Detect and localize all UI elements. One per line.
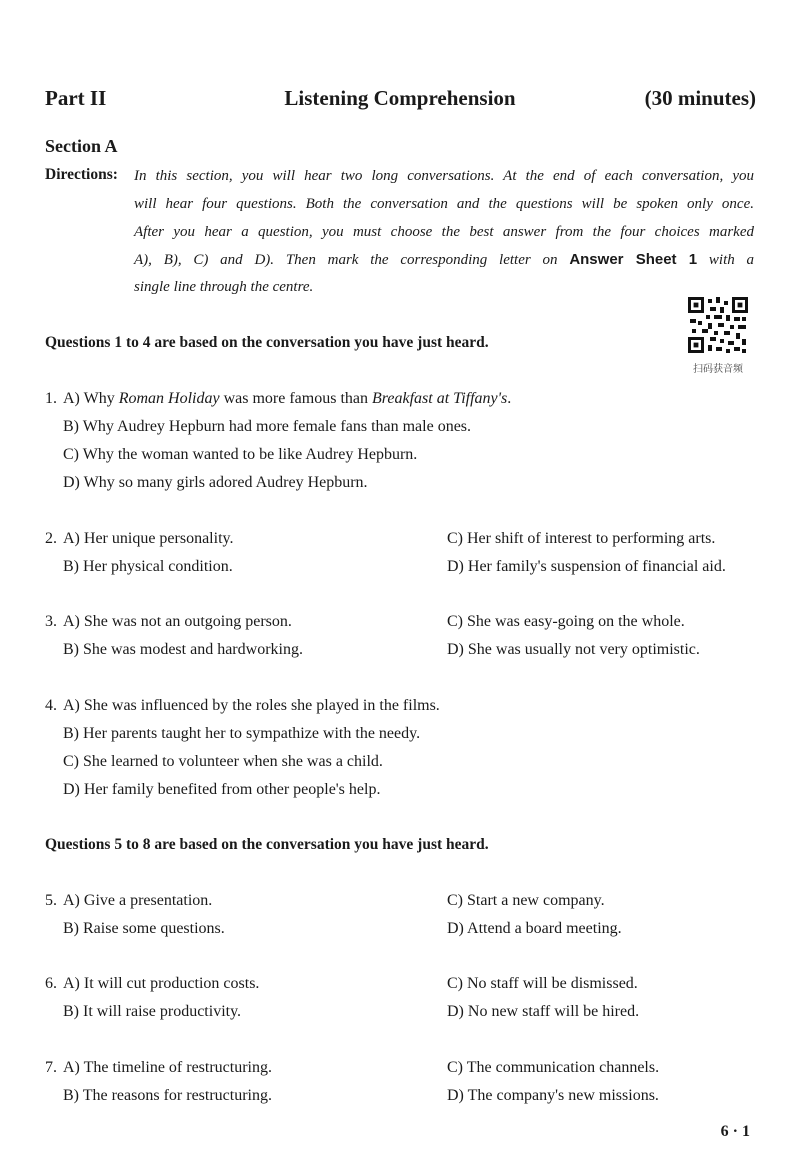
option-text: Start a new company. <box>467 892 605 909</box>
time-limit: (30 minutes) <box>644 86 756 110</box>
option-letter: B) <box>63 558 79 575</box>
option-letter: C) <box>447 530 463 547</box>
option-letter: C) <box>447 892 463 909</box>
option-2a[interactable] <box>63 530 233 548</box>
option-5c[interactable] <box>447 892 605 910</box>
group-heading: Questions 1 to 4 are based on the conversation you have just heard. <box>45 334 489 351</box>
option-letter: B) <box>63 920 79 937</box>
option-letter: B) <box>63 1003 79 1020</box>
option-letter: A) <box>63 390 80 407</box>
option-text: She was influenced by the roles she played in the films. <box>83 697 440 714</box>
option-3d[interactable] <box>447 641 700 659</box>
option-6b[interactable] <box>63 1003 241 1021</box>
option-text: Her physical condition. <box>83 558 233 575</box>
option-text: The communication channels. <box>466 1059 660 1076</box>
option-text: The reasons for restructuring. <box>82 1087 272 1104</box>
option-3a[interactable] <box>63 613 292 631</box>
option-text: The timeline of restructuring. <box>83 1059 272 1076</box>
option-6c[interactable] <box>447 975 638 993</box>
option-letter: C) <box>447 975 463 992</box>
question-number: 6. <box>45 975 57 992</box>
option-text: Her parents taught her to sympathize with the needy. <box>83 725 421 742</box>
option-letter: A) <box>63 975 80 992</box>
option-text: Why Audrey Hepburn had more female fans than male ones. <box>82 418 472 435</box>
page-number: 6 · 1 <box>720 1123 750 1140</box>
option-text: Her family benefited from other people's help. <box>83 781 381 798</box>
question-number: 7. <box>45 1059 57 1076</box>
option-6a[interactable] <box>63 975 259 993</box>
directions-label: Directions: <box>45 166 118 183</box>
option-4c[interactable] <box>63 753 383 771</box>
option-3c[interactable] <box>447 613 685 631</box>
film-title: Breakfast at Tiffany's <box>372 390 508 407</box>
option-text: The company's new missions. <box>467 1087 659 1104</box>
option-1b[interactable] <box>63 418 471 436</box>
option-5d[interactable] <box>447 920 622 938</box>
option-letter: D) <box>63 781 80 798</box>
option-letter: C) <box>63 446 79 463</box>
option-text: Why so many girls adored Audrey Hepburn. <box>83 474 368 491</box>
option-7d[interactable] <box>447 1087 659 1105</box>
option-text: It will cut production costs. <box>83 975 260 992</box>
option-text: She was modest and hardworking. <box>83 641 303 658</box>
question-number: 1. <box>45 390 57 407</box>
option-letter: C) <box>63 753 79 770</box>
option-text: Her family's suspension of financial aid. <box>467 558 726 575</box>
option-text-part: was more famous than <box>223 390 368 407</box>
directions-line-1: In this section, you will hear two long conversations. At the end of each conversation, you <box>134 168 754 184</box>
answer-sheet-label: Answer Sheet 1 <box>569 251 698 268</box>
part-label: Part II <box>45 86 107 110</box>
option-text: Raise some questions. <box>83 920 225 937</box>
group-heading: Questions 5 to 8 are based on the conversation you have just heard. <box>45 836 489 853</box>
option-text-part: . <box>507 390 512 407</box>
option-5a[interactable] <box>63 892 212 910</box>
option-7c[interactable] <box>447 1059 659 1077</box>
option-text: No staff will be dismissed. <box>467 975 638 992</box>
option-2d[interactable] <box>447 558 726 576</box>
option-letter: C) <box>447 1059 463 1076</box>
option-letter: D) <box>447 1087 464 1104</box>
option-text: Her unique personality. <box>83 530 234 547</box>
option-letter: D) <box>447 641 464 658</box>
option-1c[interactable] <box>63 446 417 464</box>
option-letter: C) <box>447 613 463 630</box>
option-4d[interactable] <box>63 781 380 799</box>
option-letter: A) <box>63 613 80 630</box>
option-text: Her shift of interest to performing arts. <box>467 530 716 547</box>
option-letter: D) <box>447 558 464 575</box>
directions-line-5: single line through the centre. <box>134 279 314 295</box>
option-text: She was not an outgoing person. <box>83 613 292 630</box>
option-letter: D) <box>447 920 464 937</box>
option-letter: A) <box>63 1059 80 1076</box>
question-number: 4. <box>45 697 57 714</box>
option-4a[interactable] <box>63 697 440 715</box>
film-title: Roman Holiday <box>118 390 220 407</box>
option-letter: A) <box>63 697 80 714</box>
option-text: She learned to volunteer when she was a child. <box>83 753 383 770</box>
question-number: 5. <box>45 892 57 909</box>
option-4b[interactable] <box>63 725 420 743</box>
option-2b[interactable] <box>63 558 233 576</box>
option-2c[interactable] <box>447 530 715 548</box>
option-letter: D) <box>63 474 80 491</box>
question-number: 2. <box>45 530 57 547</box>
option-letter: D) <box>447 1003 464 1020</box>
option-letter: A) <box>63 530 80 547</box>
option-6d[interactable] <box>447 1003 639 1021</box>
qr-code-icon[interactable] <box>688 297 748 353</box>
option-text-part: Why <box>83 390 115 407</box>
option-text: No new staff will be hired. <box>467 1003 640 1020</box>
option-letter: B) <box>63 725 79 742</box>
directions-line-4 <box>134 251 754 269</box>
question-number: 3. <box>45 613 57 630</box>
directions-line-4-start: A), B), C) and D). Then mark the corresponding letter on <box>134 252 558 268</box>
page-title: Listening Comprehension <box>284 86 516 110</box>
directions-line-2: will hear four questions. Both the conversation and the questions will be spoken only once. <box>134 196 754 212</box>
option-letter: B) <box>63 418 79 435</box>
option-text: It will raise productivity. <box>83 1003 242 1020</box>
option-1d[interactable] <box>63 474 368 492</box>
option-1a[interactable] <box>63 390 511 408</box>
option-letter: A) <box>63 892 80 909</box>
option-5b[interactable] <box>63 920 225 938</box>
option-text: Give a presentation. <box>83 892 213 909</box>
directions-line-4-end: with a <box>708 252 755 268</box>
option-letter: B) <box>63 641 79 658</box>
option-7a[interactable] <box>63 1059 272 1077</box>
option-text: She was easy-going on the whole. <box>467 613 685 630</box>
option-text: She was usually not very optimistic. <box>467 641 700 658</box>
option-3b[interactable] <box>63 641 303 659</box>
section-heading: Section A <box>45 136 118 156</box>
qr-caption: 扫码获音频 <box>693 364 743 375</box>
option-text: Why the woman wanted to be like Audrey Hepburn. <box>82 446 418 463</box>
option-7b[interactable] <box>63 1087 272 1105</box>
directions-line-3: After you hear a question, you must choose the best answer from the four choices marked <box>134 224 754 240</box>
option-letter: B) <box>63 1087 79 1104</box>
option-text: Attend a board meeting. <box>467 920 622 937</box>
